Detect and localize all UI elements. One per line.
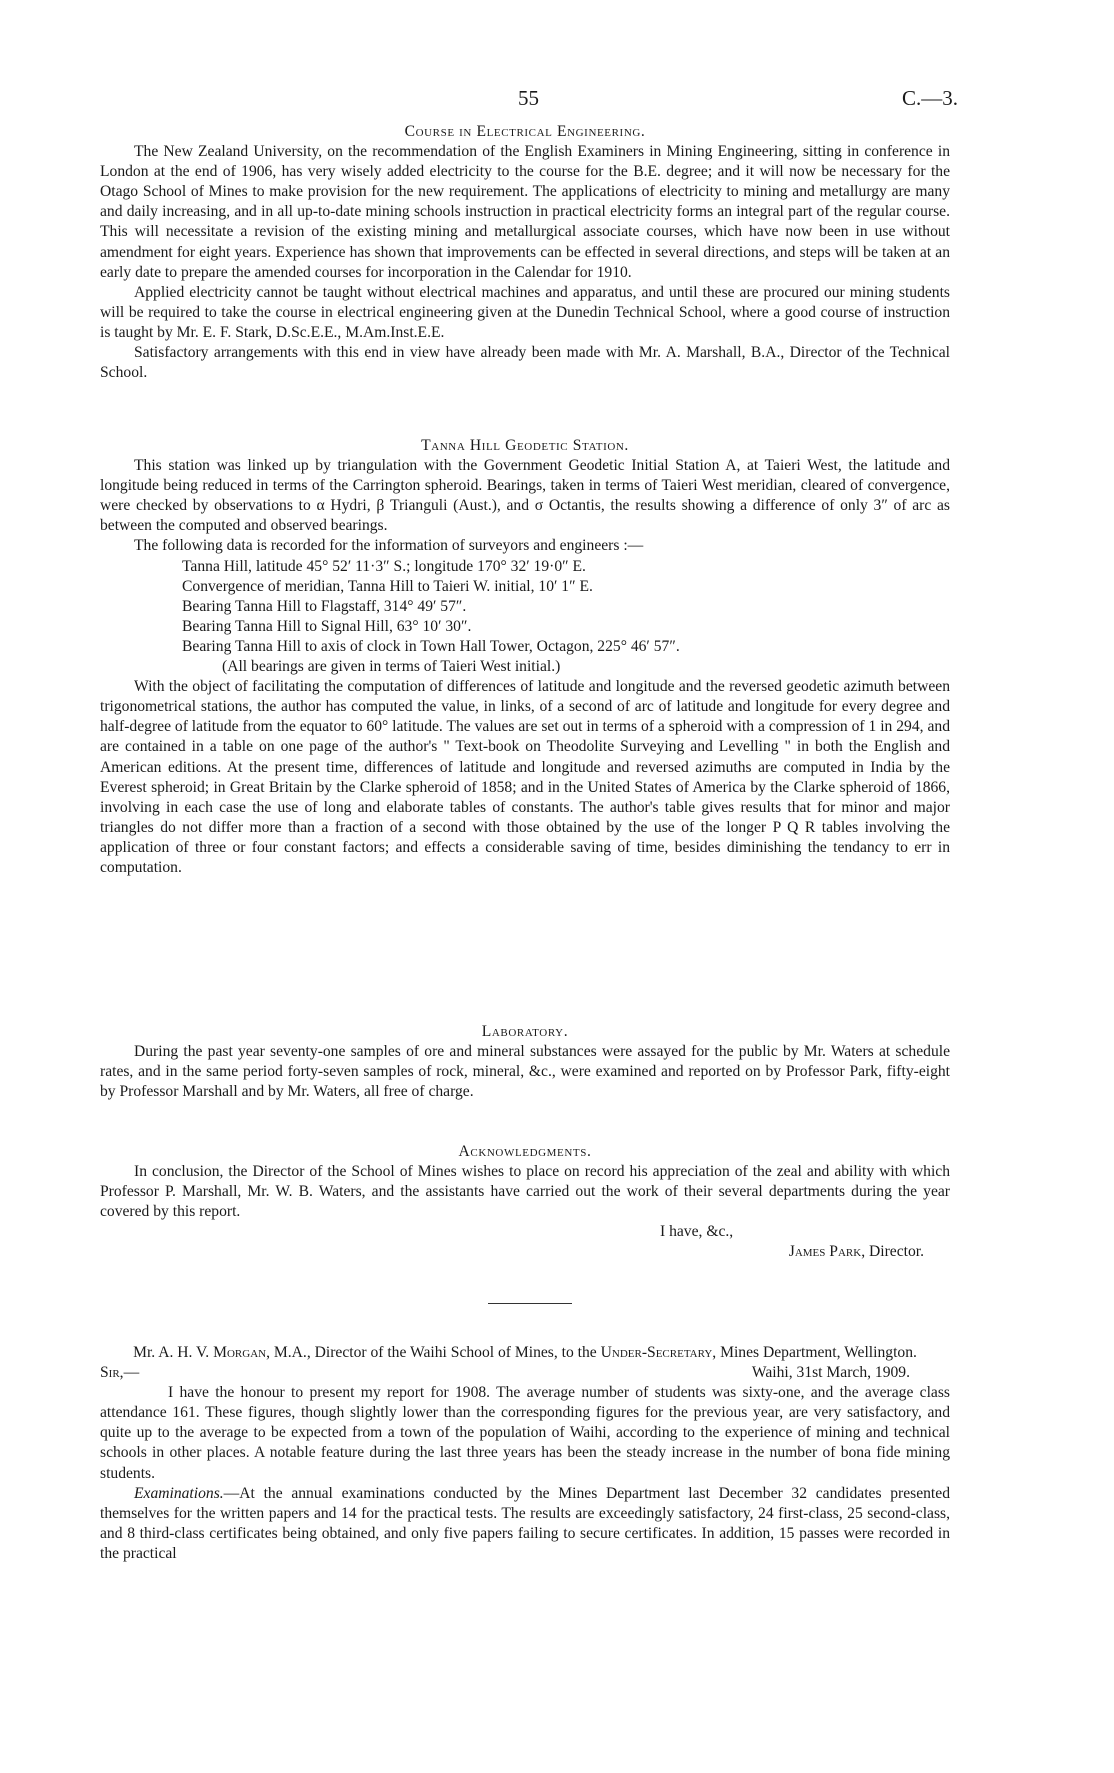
paragraph-label: Examinations. (134, 1484, 224, 1502)
document-reference: C.—3. (902, 86, 959, 110)
closing-phrase: I have, &c., (660, 1223, 734, 1241)
paragraph: I have the honour to present my report for 1908. The average number of students was sixty-one, and the average class attendance 161. These figures, though slightly lower than the corresponding figures for the previous year, are very satisfactory, and quite up to the average to be expected from a town of the population of Waihi, according to the experience of mining and technical schools in other places. A notable feature during the last three years has been the steady increase in the number of bona fide mining students. (100, 1384, 950, 1482)
section-acknowledgments (100, 1142, 950, 1263)
place-date: Waihi, 31st March, 1909. (751, 1364, 910, 1382)
survey-data-item: Bearing Tanna Hill to axis of clock in Town Hall Tower, Octagon, 225° 46′ 57″. (182, 637, 680, 655)
signer-title: , Director. (861, 1243, 924, 1261)
waihi-letter (100, 1343, 950, 1564)
survey-data-list (182, 557, 950, 678)
survey-data-item: Bearing Tanna Hill to Signal Hill, 63° 10′ 30″. (182, 617, 472, 635)
letter-address: Mr. A. H. V. Morgan, M.A., Director of the Waihi School of Mines, to the Under-Secretary, Mines Department, Wellington. (133, 1344, 917, 1361)
survey-data-item: Tanna Hill, latitude 45° 52′ 11·3″ S.; longitude 170° 32′ 19·0″ E. (182, 557, 586, 575)
paragraph: Applied electricity cannot be taught without electrical machines and apparatus, and until these are procured our mining students will be required to take the course in electrical engineering given at the Dunedin Technical School, where a good course of instruction is taught by Mr. E. F. Stark, D.Sc.E.E., M.Am.Inst.E.E. (100, 283, 950, 341)
page-header (0, 86, 1114, 116)
section-electrical-engineering (100, 122, 950, 383)
paragraph: The New Zealand University, on the recommendation of the English Examiners in Mining Engineering, sitting in conference in London at the end of 1906, has very wisely added electricity to the course for the B.E. degree; and it will now be necessary for the Otago School of Mines to make provision for the new requirement. The applications of electricity to mining and metallurgy are many and daily increasing, and in all up-to-date mining schools instruction in practical electricity forms an integral part of the regular course. This will necessitate a revision of the existing mining and metallurgical associate courses, which have now been in use without amendment for eight years. Experience has shown that improvements can be effected in several directions, and steps will be taken at an early date to prepare the amended courses for incorporation in the Calendar for 1910. (100, 143, 950, 281)
section-laboratory (100, 1022, 950, 1102)
paragraph: The following data is recorded for the information of surveyors and engineers :— (134, 537, 644, 555)
section-heading: Laboratory. (481, 1023, 569, 1040)
page-number: 55 (518, 86, 539, 110)
survey-data-item: Convergence of meridian, Tanna Hill to Taieri W. initial, 10′ 1″ E. (182, 577, 593, 595)
section-heading: Course in Electrical Engineering. (404, 123, 646, 140)
section-divider (488, 1303, 572, 1304)
paragraph: Examinations.—At the annual examinations conducted by the Mines Department last December 32 candidates presented themselves for the written papers and 14 for the practical tests. The results are exceedingly satisfactory, 24 first-class, 25 second-class, and 8 third-class certificates being obtained, and only five papers failing to secure certificates. In addition, 15 passes were recorded in the practical (100, 1484, 950, 1562)
paragraph: Satisfactory arrangements with this end in view have already been made with Mr. A. Marshall, B.A., Director of the Technical School. (100, 344, 950, 382)
sender-name: Morgan (213, 1344, 267, 1361)
paragraph: During the past year seventy-one samples of ore and mineral substances were assayed for the public by Mr. Waters at schedule rates, and in the same period forty-seven samples of rock, mineral, &c., were examined and reported on by Professor Park, fifty-eight by Professor Marshall and by Mr. Waters, all free of charge. (100, 1043, 950, 1101)
paragraph: With the object of facilitating the computation of differences of latitude and longitude and the reversed geodetic azimuth between trigonometrical stations, the author has computed the value, in links, of a second of arc of latitude and longitude for every degree and half-degree of latitude from the equator to 60° latitude. The values are set out in terms of a spheroid with a compression of 1 in 294, and are contained in a table on one page of the author's " Text-book on Theodolite Surveying and Levelling " in both the English and American editions. At the present time, differences of latitude and longitude and reversed azimuths are computed in India by the Everest spheroid; in Great Britain by the Clarke spheroid of 1858; and in the United States of America by the Clarke spheroid of 1866, involving in each case the use of long and elaborate tables of constants. The author's table gives results that for minor and major triangles do not differ more than a fraction of a second with those obtained by the use of the longer P Q R tables involving the application of three or four constant factors; and effects a considerable saving of time, besides diminishing the tendancy to err in computation. (100, 678, 950, 876)
letter-salutation-row (100, 1363, 950, 1383)
section-tanna-hill (100, 436, 950, 878)
survey-data-item: Bearing Tanna Hill to Flagstaff, 314° 49′ 57″. (182, 597, 467, 615)
section-heading: Tanna Hill Geodetic Station. (421, 437, 629, 454)
bearings-note: (All bearings are given in terms of Taieri West initial.) (222, 658, 561, 676)
signer-name: James Park (788, 1243, 862, 1261)
salutation: Sir,— (100, 1364, 140, 1382)
signature (100, 1242, 950, 1262)
section-heading: Acknowledgments. (458, 1143, 592, 1160)
paragraph: In conclusion, the Director of the School of Mines wishes to place on record his appreciation of the zeal and ability with which Professor P. Marshall, Mr. W. B. Waters, and the assistants have carried out the work of their several departments during the year covered by this report. (100, 1163, 950, 1221)
paragraph: This station was linked up by triangulation with the Government Geodetic Initial Station A, at Taieri West, the latitude and longitude being reduced in terms of the Carrington spheroid. Bearings, taken in terms of Taieri West meridian, cleared of convergence, were checked by observations to α Hydri, β Trianguli (Aust.), and σ Octantis, the results showing a difference of only 3″ of arc as between the computed and observed bearings. (100, 457, 950, 535)
recipient-title: Under-Secretary (600, 1344, 713, 1361)
